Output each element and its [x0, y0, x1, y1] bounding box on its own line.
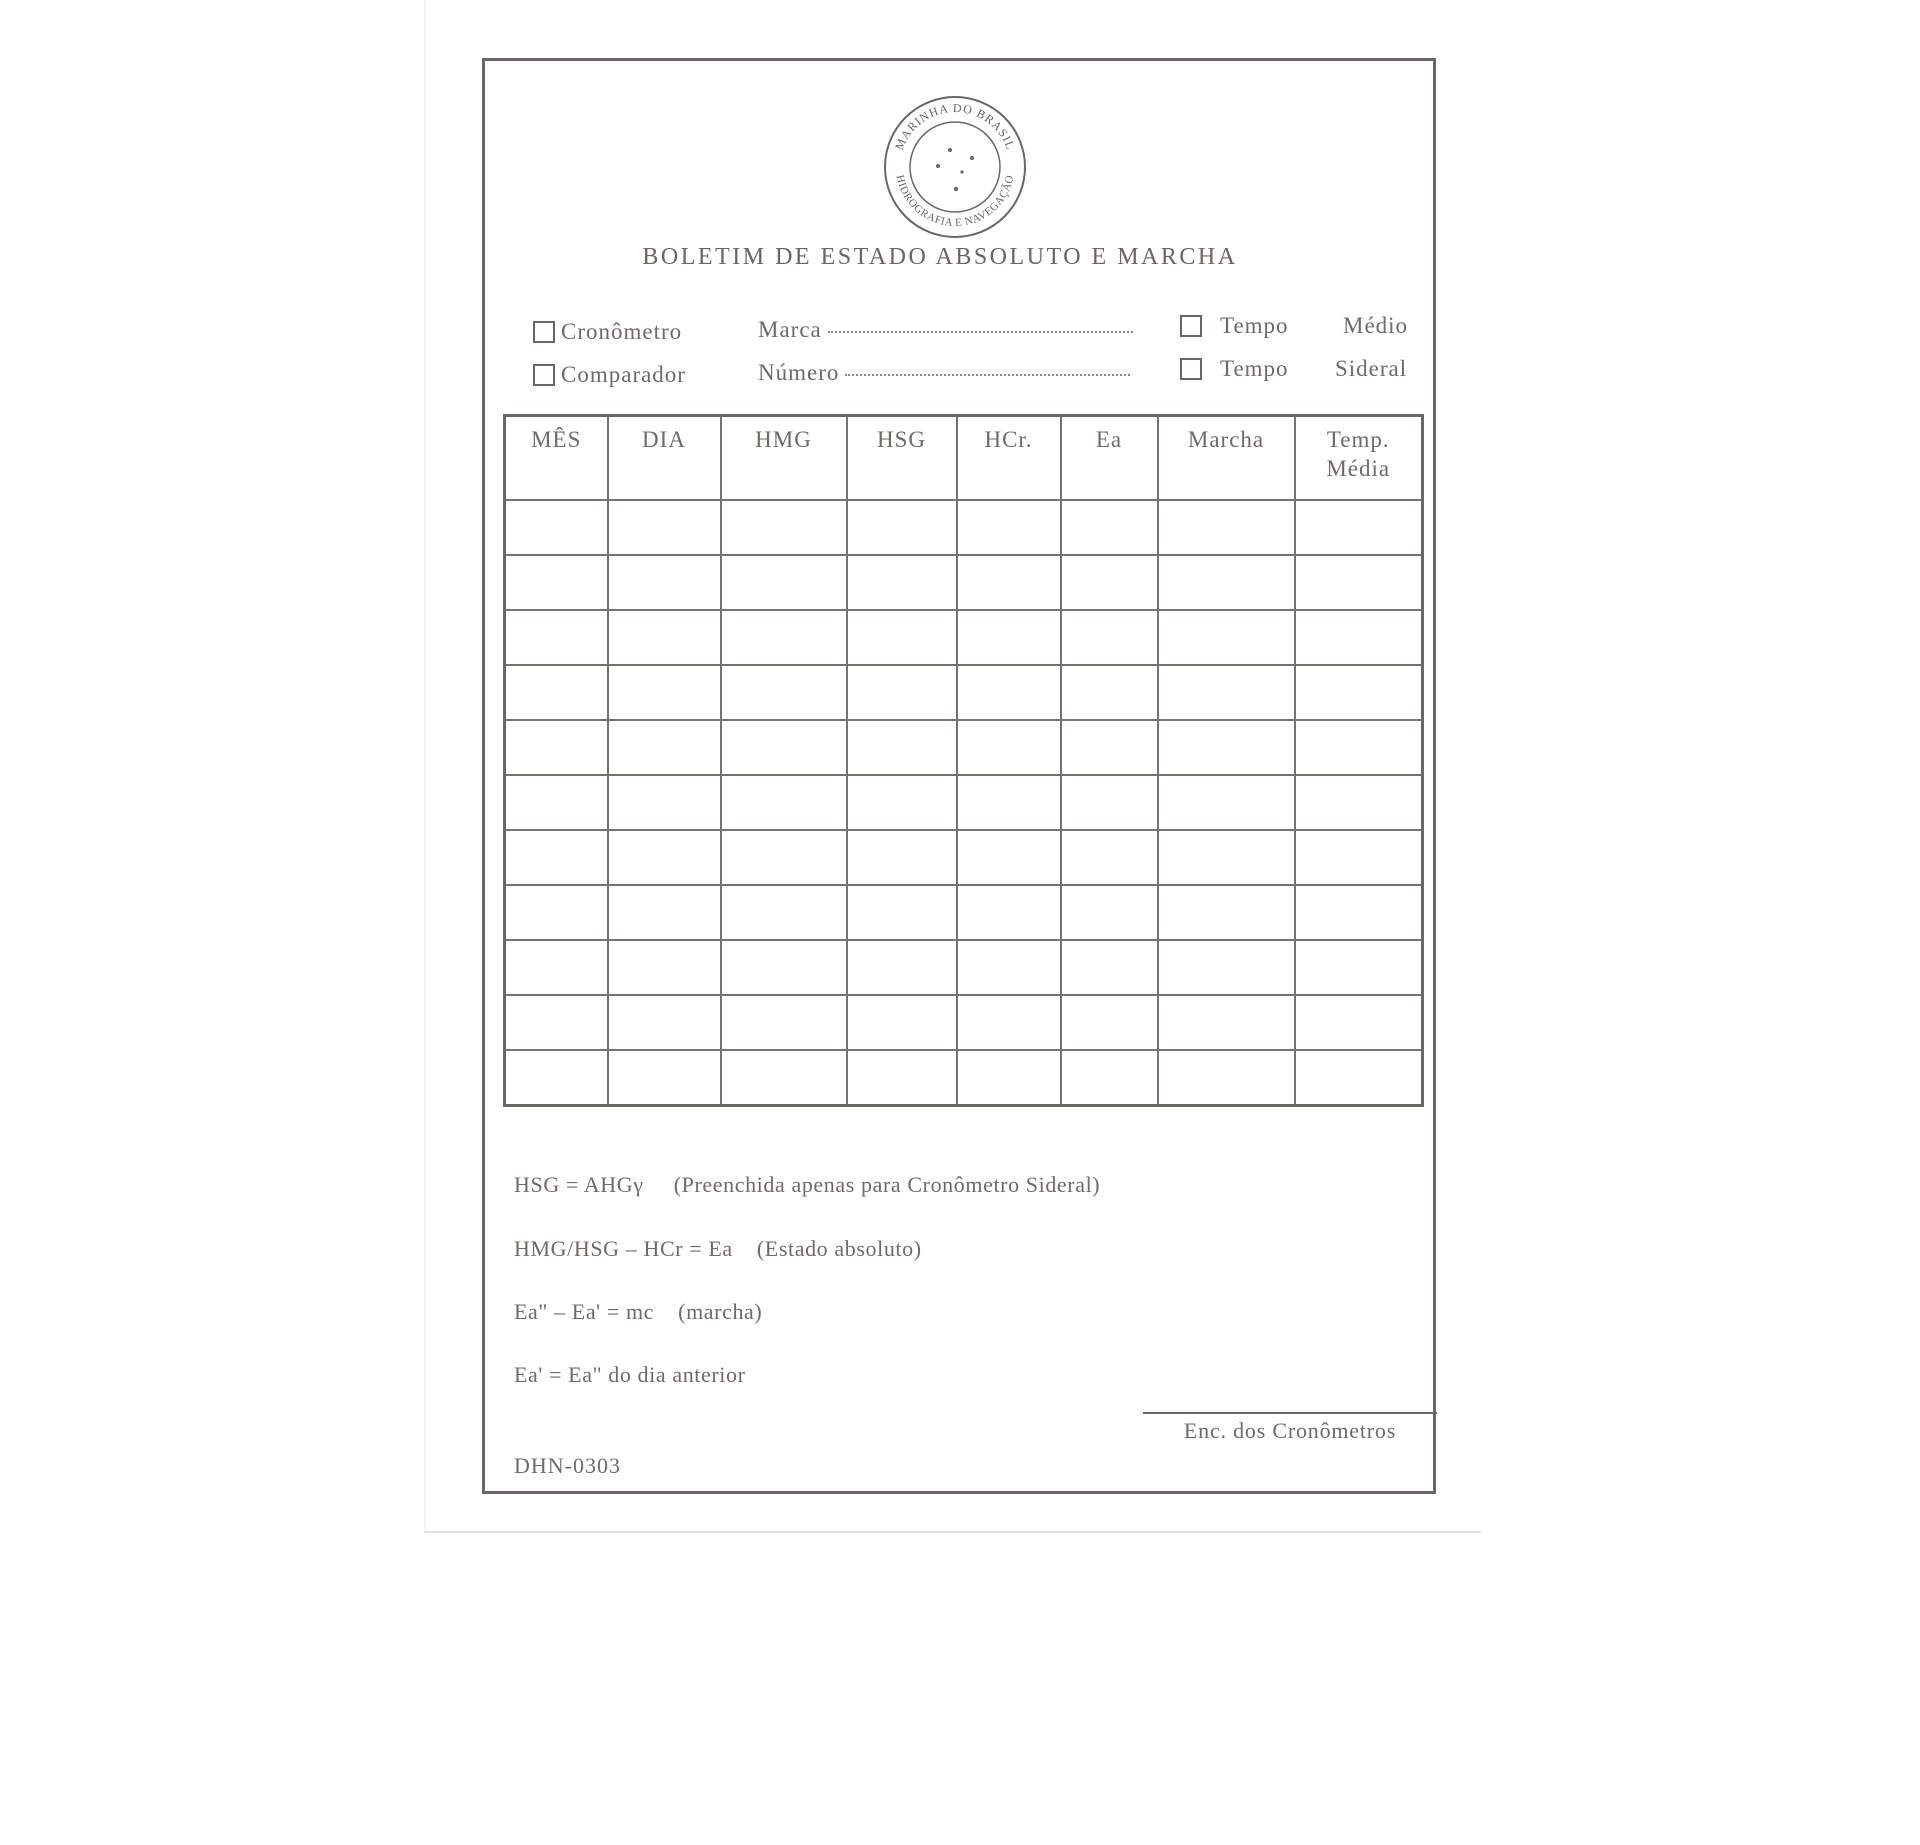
table-cell[interactable]: [721, 775, 847, 830]
table-cell[interactable]: [721, 720, 847, 775]
table-cell[interactable]: [608, 555, 721, 610]
option-tempo-sideral[interactable]: [1180, 356, 1289, 382]
table-cell[interactable]: [1295, 610, 1423, 665]
table-cell[interactable]: [1295, 995, 1423, 1050]
table-cell[interactable]: [847, 555, 957, 610]
table-cell[interactable]: [957, 830, 1061, 885]
note-2-formula: HMG/HSG – HCr = Ea: [514, 1236, 733, 1261]
table-cell[interactable]: [847, 995, 957, 1050]
header-media: Média: [1326, 456, 1391, 481]
table-cell[interactable]: [608, 775, 721, 830]
table-cell[interactable]: [1295, 1050, 1423, 1106]
marca-label: Marca: [758, 317, 822, 342]
tempo-medio-checkbox[interactable]: [1180, 315, 1202, 337]
note-1-desc: (Preenchida apenas para Cronômetro Sideral): [673, 1172, 1101, 1197]
table-row: [505, 885, 1423, 940]
table-cell[interactable]: [505, 665, 608, 720]
table-cell[interactable]: [1061, 500, 1158, 555]
table-cell[interactable]: [1158, 610, 1295, 665]
tempo-label: Tempo: [1220, 313, 1289, 338]
option-tempo-medio[interactable]: [1180, 313, 1289, 339]
table-cell[interactable]: [957, 720, 1061, 775]
form-title: BOLETIM DE ESTADO ABSOLUTO E MARCHA: [642, 244, 1238, 270]
note-line-4: Ea' = Ea" do dia anterior: [514, 1362, 746, 1387]
table-cell[interactable]: [847, 665, 957, 720]
sideral-label: Sideral: [1335, 356, 1408, 381]
table-cell[interactable]: [608, 1050, 721, 1106]
table-cell[interactable]: [608, 610, 721, 665]
table-cell[interactable]: [505, 610, 608, 665]
form-code: DHN-0303: [514, 1453, 621, 1478]
table-cell[interactable]: [957, 775, 1061, 830]
table-cell[interactable]: [957, 665, 1061, 720]
table-cell[interactable]: [505, 830, 608, 885]
comparador-label: Comparador: [561, 362, 686, 387]
table-cell[interactable]: [1295, 885, 1423, 940]
table-cell[interactable]: [1158, 665, 1295, 720]
table-cell[interactable]: [721, 1050, 847, 1106]
table-row: [505, 610, 1423, 665]
table-cell[interactable]: [1158, 720, 1295, 775]
table-cell[interactable]: [1061, 720, 1158, 775]
table-row: [505, 720, 1423, 775]
medio-label: Médio: [1343, 313, 1409, 338]
table-cell[interactable]: [1061, 555, 1158, 610]
tempo-label: Tempo: [1220, 356, 1289, 381]
table-cell[interactable]: [608, 885, 721, 940]
table-cell[interactable]: [505, 555, 608, 610]
table-cell[interactable]: [957, 555, 1061, 610]
table-row: [505, 555, 1423, 610]
table-cell[interactable]: [847, 610, 957, 665]
table-cell[interactable]: [1061, 665, 1158, 720]
table-cell[interactable]: [1158, 555, 1295, 610]
table-cell[interactable]: [1295, 940, 1423, 995]
numero-label: Número: [758, 360, 840, 385]
table-cell[interactable]: [721, 665, 847, 720]
table-row: [505, 995, 1423, 1050]
table-cell[interactable]: [608, 830, 721, 885]
svg-text:MARINHA DO BRASIL: MARINHA DO BRASIL: [892, 100, 1018, 152]
table-cell[interactable]: [957, 500, 1061, 555]
table-cell[interactable]: [957, 1050, 1061, 1106]
svg-text:HIDROGRAFIA E NAVEGAÇÃO: HIDROGRAFIA E NAVEGAÇÃO: [893, 173, 1017, 230]
table-cell[interactable]: [505, 500, 608, 555]
table-cell[interactable]: [721, 555, 847, 610]
marca-field[interactable]: [758, 317, 1133, 343]
numero-dotted-line[interactable]: [845, 374, 1130, 376]
cronometro-checkbox[interactable]: [533, 321, 555, 343]
table-cell[interactable]: [847, 1050, 957, 1106]
table-cell[interactable]: [1295, 500, 1423, 555]
table-cell[interactable]: [721, 885, 847, 940]
table-row: [505, 940, 1423, 995]
header-hsg: HSG: [847, 416, 957, 501]
table-cell[interactable]: [608, 720, 721, 775]
header-dia: DIA: [608, 416, 721, 501]
header-temp-media: [1295, 416, 1423, 501]
table-cell[interactable]: [957, 610, 1061, 665]
note-2-desc: (Estado absoluto): [756, 1236, 922, 1261]
table-row: [505, 830, 1423, 885]
cronometro-label: Cronômetro: [561, 319, 683, 344]
table-cell[interactable]: [1061, 995, 1158, 1050]
table-cell[interactable]: [957, 995, 1061, 1050]
table-cell[interactable]: [608, 995, 721, 1050]
header-hmg: HMG: [721, 416, 847, 501]
table-cell[interactable]: [608, 500, 721, 555]
table-cell[interactable]: [847, 940, 957, 995]
table-cell[interactable]: [1158, 500, 1295, 555]
navy-seal-logo: [880, 92, 1030, 242]
header-hcr: HCr.: [957, 416, 1061, 501]
table-cell[interactable]: [1061, 885, 1158, 940]
option-cronometro[interactable]: [533, 319, 682, 345]
table-cell[interactable]: [1061, 830, 1158, 885]
table-header-row: [505, 416, 1423, 501]
table-cell[interactable]: [957, 885, 1061, 940]
table-cell[interactable]: [721, 995, 847, 1050]
table-cell[interactable]: [1295, 665, 1423, 720]
table-cell[interactable]: [847, 775, 957, 830]
table-cell[interactable]: [1061, 610, 1158, 665]
table-cell[interactable]: [1295, 720, 1423, 775]
note-1-formula: HSG = AHGγ: [514, 1172, 644, 1197]
table-cell[interactable]: [608, 940, 721, 995]
table-cell[interactable]: [1295, 555, 1423, 610]
note-line-3: [514, 1299, 762, 1325]
table-cell[interactable]: [1158, 885, 1295, 940]
table-cell[interactable]: [1061, 940, 1158, 995]
header-marcha: Marcha: [1158, 416, 1295, 501]
table-cell[interactable]: [1158, 775, 1295, 830]
table-cell[interactable]: [721, 940, 847, 995]
signature-label: Enc. dos Cronômetros: [1183, 1418, 1397, 1443]
table-row: [505, 775, 1423, 830]
note-line-2: [514, 1236, 922, 1262]
table-cell[interactable]: [1158, 940, 1295, 995]
marca-dotted-line[interactable]: [828, 331, 1133, 333]
table-cell[interactable]: [1295, 775, 1423, 830]
data-table: [503, 414, 1421, 1083]
table-row: [505, 665, 1423, 720]
table-cell[interactable]: [721, 830, 847, 885]
table-cell[interactable]: [1295, 830, 1423, 885]
table-cell[interactable]: [847, 720, 957, 775]
table-cell[interactable]: [505, 775, 608, 830]
table-cell[interactable]: [608, 665, 721, 720]
table-cell[interactable]: [721, 610, 847, 665]
header-temp: Temp.: [1326, 427, 1390, 452]
table-row: [505, 1050, 1423, 1106]
table-cell[interactable]: [1158, 1050, 1295, 1106]
table-cell[interactable]: [957, 940, 1061, 995]
table-cell[interactable]: [847, 830, 957, 885]
tempo-sideral-checkbox[interactable]: [1180, 358, 1202, 380]
table-cell[interactable]: [847, 885, 957, 940]
numero-field[interactable]: [758, 360, 1130, 386]
note-3-desc: (marcha): [678, 1299, 763, 1324]
table-cell[interactable]: [505, 995, 608, 1050]
option-comparador[interactable]: [533, 362, 686, 388]
comparador-checkbox[interactable]: [533, 364, 555, 386]
table-cell[interactable]: [505, 885, 608, 940]
header-mes: MÊS: [505, 416, 608, 501]
table-row: [505, 500, 1423, 555]
table-cell[interactable]: [505, 720, 608, 775]
header-ea: Ea: [1061, 416, 1158, 501]
table-cell[interactable]: [505, 940, 608, 995]
table-cell[interactable]: [1061, 1050, 1158, 1106]
table-cell[interactable]: [1158, 830, 1295, 885]
signature-line[interactable]: [1143, 1412, 1437, 1414]
table-cell[interactable]: [1158, 995, 1295, 1050]
table-cell[interactable]: [847, 500, 957, 555]
table-cell[interactable]: [505, 1050, 608, 1106]
note-line-1: [514, 1172, 1100, 1198]
table-cell[interactable]: [721, 500, 847, 555]
note-3-formula: Ea" – Ea' = mc: [514, 1299, 655, 1324]
table-cell[interactable]: [1061, 775, 1158, 830]
